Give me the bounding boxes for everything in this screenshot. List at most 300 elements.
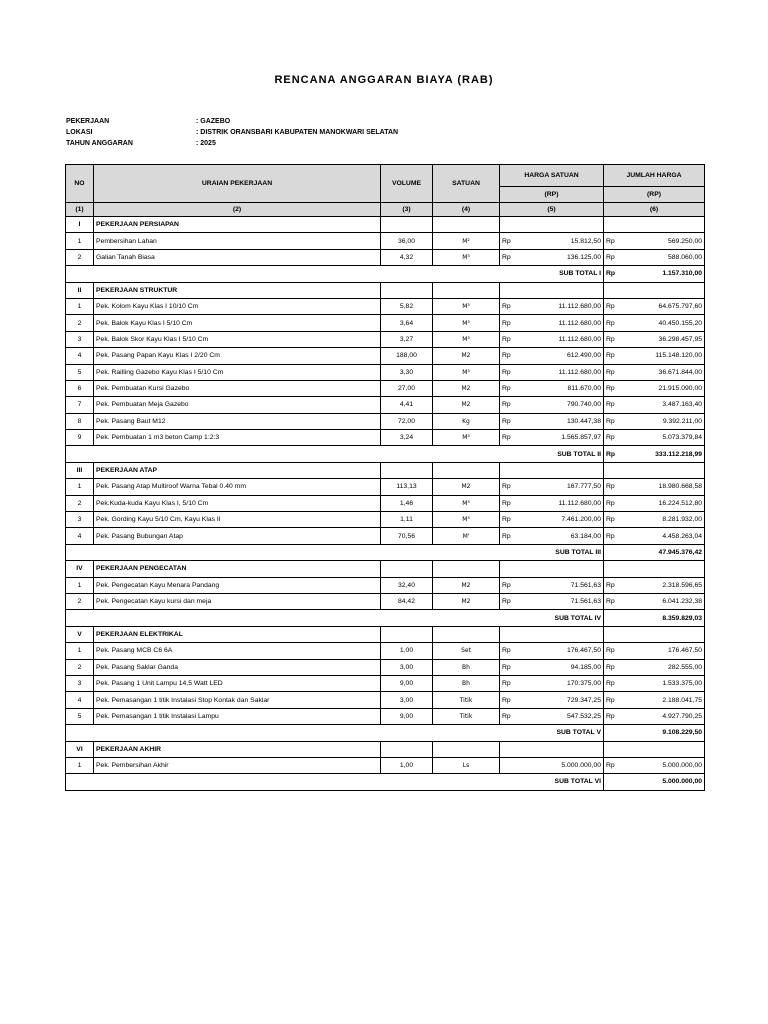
cell-empty (433, 462, 500, 478)
table-row (66, 298, 705, 314)
section-title: PEKERJAAN AKHIR (94, 741, 381, 757)
cell-empty (500, 462, 518, 478)
table-row (66, 430, 705, 446)
total-currency: Rp (604, 757, 622, 773)
item-no: 4 (66, 692, 94, 708)
item-volume: 4,32 (381, 249, 433, 265)
item-volume: 1,00 (381, 643, 433, 659)
item-no: 2 (66, 593, 94, 609)
item-total: 36.671.844,00 (622, 364, 705, 380)
cell-empty (94, 610, 381, 626)
item-unit-price: 63.184,00 (518, 528, 604, 544)
price-currency: Rp (500, 495, 518, 511)
price-currency: Rp (500, 298, 518, 314)
item-no: 3 (66, 675, 94, 691)
item-description: Pek. Pembuatan Meja Gazebo (94, 397, 381, 413)
cell-empty (500, 626, 518, 642)
cell-empty (381, 266, 433, 282)
header-index: (2) (94, 203, 381, 217)
table-row (66, 593, 705, 609)
item-total: 4.927.790,25 (622, 708, 705, 724)
item-volume: 72,00 (381, 413, 433, 429)
price-currency: Rp (500, 397, 518, 413)
item-description: Pek. Pengecatan Kayu kursi dan meja (94, 593, 381, 609)
item-volume: 5,82 (381, 298, 433, 314)
cell-empty (94, 446, 381, 462)
header-no: NO (66, 165, 94, 203)
info-label: TAHUN ANGGARAN (66, 140, 133, 147)
item-description: Pek. Railling Gazebo Kayu Klas I 5/10 Cm (94, 364, 381, 380)
price-currency: Rp (500, 528, 518, 544)
price-currency: Rp (500, 348, 518, 364)
info-value: : 2025 (196, 140, 216, 147)
item-description: Pembersihan Lahan (94, 233, 381, 249)
item-total: 6.041.232,38 (622, 593, 705, 609)
item-description: Pek. Pasang Saklar Ganda (94, 659, 381, 675)
item-description: Pek. Pengecatan Kayu Menara Pandang (94, 577, 381, 593)
item-total: 3.487.163,40 (622, 397, 705, 413)
item-no: 7 (66, 397, 94, 413)
item-unit-price: 11.112.680,00 (518, 331, 604, 347)
item-unit-price: 811.670,00 (518, 380, 604, 396)
table-row (66, 348, 705, 364)
item-description: Pek. Pasang Bubungan Atap (94, 528, 381, 544)
subtotal-value: 333.112.218,99 (622, 446, 705, 462)
cell-empty (66, 774, 94, 790)
cell-empty (433, 610, 500, 626)
cell-empty (66, 446, 94, 462)
section-row (66, 561, 705, 577)
item-total: 115.148.120,00 (622, 348, 705, 364)
cell-empty (518, 626, 604, 642)
item-description: Pek. Kolom Kayu Klas I 10/10 Cm (94, 298, 381, 314)
item-volume: 3,00 (381, 692, 433, 708)
item-description: Pek. Pasang Papan Kayu Klas I 2/20 Cm (94, 348, 381, 364)
subtotal-currency: Rp (604, 266, 622, 282)
header-harga-satuan: HARGA SATUAN (500, 165, 604, 187)
section-no: III (66, 462, 94, 478)
table-row (66, 708, 705, 724)
item-total: 2.318.596,65 (622, 577, 705, 593)
header-uraian: URAIAN PEKERJAAN (94, 165, 381, 203)
header-index: (3) (381, 203, 433, 217)
item-unit-price: 1.565.857,97 (518, 430, 604, 446)
item-no: 1 (66, 577, 94, 593)
total-currency: Rp (604, 512, 622, 528)
table-row (66, 692, 705, 708)
item-total: 64.675.797,60 (622, 298, 705, 314)
total-currency: Rp (604, 397, 622, 413)
header-rp: (RP) (500, 187, 604, 203)
item-total: 21.915.090,00 (622, 380, 705, 396)
item-total: 5.000.000,00 (622, 757, 705, 773)
item-total: 36.298.457,95 (622, 331, 705, 347)
price-currency: Rp (500, 708, 518, 724)
item-unit: M2 (433, 380, 500, 396)
table-row (66, 577, 705, 593)
cell-empty (518, 282, 604, 298)
cell-empty (604, 282, 622, 298)
item-volume: 9,00 (381, 708, 433, 724)
cell-empty (622, 626, 705, 642)
item-description: Pek. Balok Kayu Klas I 5/10 Cm (94, 315, 381, 331)
table-row (66, 249, 705, 265)
document-title: RENCANA ANGGARAN BIAYA (RAB) (274, 74, 494, 86)
item-description: Pek. Pasang Baut M12 (94, 413, 381, 429)
price-currency: Rp (500, 692, 518, 708)
header-index: (6) (604, 203, 705, 217)
item-volume: 4,41 (381, 397, 433, 413)
cell-empty (500, 217, 518, 233)
item-volume: 3,30 (381, 364, 433, 380)
price-currency: Rp (500, 512, 518, 528)
item-total: 588.060,00 (622, 249, 705, 265)
subtotal-row (66, 725, 705, 741)
subtotal-currency (604, 610, 622, 626)
item-description: Galian Tanah Biasa (94, 249, 381, 265)
cell-empty (433, 544, 500, 560)
cell-empty (381, 561, 433, 577)
price-currency (500, 757, 518, 773)
table-row (66, 495, 705, 511)
item-no: 2 (66, 659, 94, 675)
cell-empty (622, 217, 705, 233)
total-currency: Rp (604, 315, 622, 331)
header-rp: (RP) (604, 187, 705, 203)
cell-empty (604, 741, 622, 757)
cell-empty (433, 741, 500, 757)
cell-empty (433, 561, 500, 577)
subtotal-label: SUB TOTAL IV (500, 610, 604, 626)
info-label: LOKASI (66, 129, 93, 136)
price-currency: Rp (500, 380, 518, 396)
cell-empty (381, 446, 433, 462)
total-currency: Rp (604, 495, 622, 511)
section-title: PEKERJAAN ATAP (94, 462, 381, 478)
item-unit-price: 71.561,63 (518, 593, 604, 609)
item-volume: 1,11 (381, 512, 433, 528)
price-currency: Rp (500, 593, 518, 609)
section-row (66, 626, 705, 642)
section-row (66, 282, 705, 298)
item-no: 1 (66, 643, 94, 659)
cell-empty (604, 462, 622, 478)
total-currency: Rp (604, 430, 622, 446)
cell-empty (381, 217, 433, 233)
item-volume: 1,00 (381, 757, 433, 773)
item-volume: 1,46 (381, 495, 433, 511)
cell-empty (94, 266, 381, 282)
cell-empty (622, 561, 705, 577)
total-currency: Rp (604, 331, 622, 347)
price-currency: Rp (500, 659, 518, 675)
section-row (66, 741, 705, 757)
item-unit-price: 136.125,00 (518, 249, 604, 265)
item-total: 5.073.379,84 (622, 430, 705, 446)
item-total: 40.450.155,20 (622, 315, 705, 331)
cell-empty (66, 266, 94, 282)
item-description: Pek. Balok Skor Kayu Klas I 5/10 Cm (94, 331, 381, 347)
subtotal-row (66, 774, 705, 790)
item-volume: 3,24 (381, 430, 433, 446)
cell-empty (381, 741, 433, 757)
cell-empty (433, 774, 500, 790)
subtotal-row (66, 610, 705, 626)
item-no: 1 (66, 479, 94, 495)
total-currency: Rp (604, 364, 622, 380)
item-unit-price: 7.461.200,00 (518, 512, 604, 528)
item-unit-price: 11.112.680,00 (518, 364, 604, 380)
cell-empty (433, 626, 500, 642)
price-currency: Rp (500, 315, 518, 331)
info-label: PEKERJAAN (66, 118, 110, 125)
item-no: 2 (66, 249, 94, 265)
cell-empty (500, 282, 518, 298)
item-unit: M² (433, 233, 500, 249)
item-no: 9 (66, 430, 94, 446)
cell-empty (500, 741, 518, 757)
subtotal-value: 47.945.376,42 (622, 544, 705, 560)
total-currency: Rp (604, 298, 622, 314)
section-no: II (66, 282, 94, 298)
project-info (66, 116, 398, 149)
item-description: Pek. Pembersihan Akhir (94, 757, 381, 773)
item-unit: M2 (433, 593, 500, 609)
item-unit: M³ (433, 430, 500, 446)
item-no: 5 (66, 708, 94, 724)
item-unit-price: 130.447,38 (518, 413, 604, 429)
section-no: V (66, 626, 94, 642)
header-index-row (66, 203, 705, 217)
cell-empty (622, 462, 705, 478)
item-description: Pek. Pembuatan 1 m3 beton Camp 1:2:3 (94, 430, 381, 446)
item-description: Pek. Pasang Atap Multiroof Warna Tebal 0.40 mm (94, 479, 381, 495)
subtotal-row (66, 266, 705, 282)
price-currency: Rp (500, 364, 518, 380)
item-unit-price: 729.347,25 (518, 692, 604, 708)
item-unit-price: 790.740,00 (518, 397, 604, 413)
item-unit-price: 15.812,50 (518, 233, 604, 249)
item-description: Pek. Pembuatan Kursi Gazebo (94, 380, 381, 396)
item-unit: M' (433, 528, 500, 544)
item-unit-price: 170.375,00 (518, 675, 604, 691)
item-description: Pek. Pemasangan 1 titik Instalasi Lampu (94, 708, 381, 724)
total-currency: Rp (604, 593, 622, 609)
price-currency: Rp (500, 643, 518, 659)
cell-empty (433, 266, 500, 282)
item-unit-price: 5.000.000,00 (518, 757, 604, 773)
total-currency: Rp (604, 348, 622, 364)
table-row (66, 397, 705, 413)
cell-empty (604, 626, 622, 642)
total-currency: Rp (604, 675, 622, 691)
item-volume: 3,27 (381, 331, 433, 347)
table-row (66, 364, 705, 380)
item-total: 4.458.263,04 (622, 528, 705, 544)
cell-empty (500, 561, 518, 577)
cell-empty (381, 626, 433, 642)
cell-empty (604, 561, 622, 577)
subtotal-value: 5.000.000,00 (622, 774, 705, 790)
cell-empty (381, 725, 433, 741)
item-unit-price: 11.112.680,00 (518, 298, 604, 314)
item-unit-price: 11.112.680,00 (518, 495, 604, 511)
cell-empty (518, 741, 604, 757)
cell-empty (433, 217, 500, 233)
item-description: Pek. Gording Kayu 5/10 Cm, Kayu Klas II (94, 512, 381, 528)
section-no: VI (66, 741, 94, 757)
item-no: 1 (66, 233, 94, 249)
price-currency: Rp (500, 577, 518, 593)
item-unit: Ls (433, 757, 500, 773)
item-total: 9.392.211,00 (622, 413, 705, 429)
cell-empty (604, 217, 622, 233)
total-currency: Rp (604, 692, 622, 708)
price-currency: Rp (500, 430, 518, 446)
total-currency: Rp (604, 708, 622, 724)
item-no: 8 (66, 413, 94, 429)
table-row (66, 675, 705, 691)
section-title: PEKERJAAN PENGECATAN (94, 561, 381, 577)
table-row (66, 233, 705, 249)
item-unit: M2 (433, 577, 500, 593)
header-index: (4) (433, 203, 500, 217)
header-satuan: SATUAN (433, 165, 500, 203)
total-currency: Rp (604, 643, 622, 659)
item-total: 16.224.512,80 (622, 495, 705, 511)
info-row-lokasi (66, 127, 398, 138)
item-no: 3 (66, 512, 94, 528)
total-currency: Rp (604, 659, 622, 675)
cell-empty (66, 725, 94, 741)
section-row (66, 462, 705, 478)
cell-empty (433, 282, 500, 298)
item-unit: M³ (433, 331, 500, 347)
cell-empty (381, 462, 433, 478)
info-row-pekerjaan (66, 116, 398, 127)
subtotal-value: 1.157.310,00 (622, 266, 705, 282)
item-unit: M³ (433, 249, 500, 265)
price-currency: Rp (500, 675, 518, 691)
item-unit-price: 176.467,50 (518, 643, 604, 659)
item-unit: Titik (433, 708, 500, 724)
table-row (66, 528, 705, 544)
cell-empty (518, 217, 604, 233)
item-no: 4 (66, 528, 94, 544)
item-volume: 9,00 (381, 675, 433, 691)
subtotal-currency (604, 544, 622, 560)
subtotal-label: SUB TOTAL III (500, 544, 604, 560)
header-jumlah-harga: JUMLAH HARGA (604, 165, 705, 187)
cell-empty (433, 446, 500, 462)
table-row (66, 479, 705, 495)
item-unit: M³ (433, 315, 500, 331)
table-row (66, 380, 705, 396)
cell-empty (381, 544, 433, 560)
item-description: Pek.Kuda-kuda Kayu Klas I, 5/10 Cm (94, 495, 381, 511)
price-currency: Rp (500, 233, 518, 249)
header-index: (1) (66, 203, 94, 217)
cell-empty (94, 774, 381, 790)
item-unit-price: 11.112.680,00 (518, 315, 604, 331)
item-total: 569.250,00 (622, 233, 705, 249)
item-total: 18.980.668,58 (622, 479, 705, 495)
item-no: 4 (66, 348, 94, 364)
total-currency: Rp (604, 413, 622, 429)
subtotal-currency (604, 725, 622, 741)
total-currency: Rp (604, 577, 622, 593)
table-row (66, 315, 705, 331)
cell-empty (94, 544, 381, 560)
cell-empty (381, 282, 433, 298)
item-volume: 188,00 (381, 348, 433, 364)
header-row (66, 165, 705, 187)
item-volume: 3,00 (381, 659, 433, 675)
table-row (66, 757, 705, 773)
info-value: : GAZEBO (196, 118, 231, 125)
item-unit-price: 612.490,00 (518, 348, 604, 364)
item-description: Pek. Pasang MCB C6 6A (94, 643, 381, 659)
item-unit: Bh (433, 659, 500, 675)
subtotal-currency: Rp (604, 446, 622, 462)
cell-empty (381, 774, 433, 790)
item-unit: M³ (433, 364, 500, 380)
item-total: 8.281.932,00 (622, 512, 705, 528)
item-unit-price: 94.185,00 (518, 659, 604, 675)
subtotal-label: SUB TOTAL I (500, 266, 604, 282)
subtotal-label: SUB TOTAL VI (500, 774, 604, 790)
section-no: IV (66, 561, 94, 577)
item-unit: M³ (433, 495, 500, 511)
subtotal-value: 9.108.229,50 (622, 725, 705, 741)
subtotal-currency (604, 774, 622, 790)
item-unit-price: 547.532,25 (518, 708, 604, 724)
cell-empty (518, 462, 604, 478)
section-title: PEKERJAAN ELEKTRIKAL (94, 626, 381, 642)
item-unit: Kg (433, 413, 500, 429)
section-title: PEKERJAAN STRUKTUR (94, 282, 381, 298)
table-row (66, 413, 705, 429)
subtotal-value: 8.359.829,03 (622, 610, 705, 626)
item-total: 176.467,50 (622, 643, 705, 659)
item-unit-price: 71.561,63 (518, 577, 604, 593)
item-total: 282.555,00 (622, 659, 705, 675)
item-description: Pek. Pemasangan 1 titik Instalasi Stop Kontak dan Saklar (94, 692, 381, 708)
info-row-tahun (66, 138, 398, 149)
item-unit: Bh (433, 675, 500, 691)
table-row (66, 512, 705, 528)
item-volume: 70,56 (381, 528, 433, 544)
header-index: (5) (500, 203, 604, 217)
table-row (66, 659, 705, 675)
price-currency: Rp (500, 331, 518, 347)
cell-empty (433, 725, 500, 741)
item-no: 3 (66, 331, 94, 347)
total-currency: Rp (604, 479, 622, 495)
total-currency: Rp (604, 233, 622, 249)
item-volume: 113,13 (381, 479, 433, 495)
item-unit: M2 (433, 479, 500, 495)
item-no: 2 (66, 315, 94, 331)
item-volume: 3,64 (381, 315, 433, 331)
subtotal-row (66, 446, 705, 462)
item-total: 1.533.375,00 (622, 675, 705, 691)
subtotal-row (66, 544, 705, 560)
table-row (66, 643, 705, 659)
total-currency: Rp (604, 528, 622, 544)
rab-table (65, 164, 705, 791)
item-no: 1 (66, 298, 94, 314)
